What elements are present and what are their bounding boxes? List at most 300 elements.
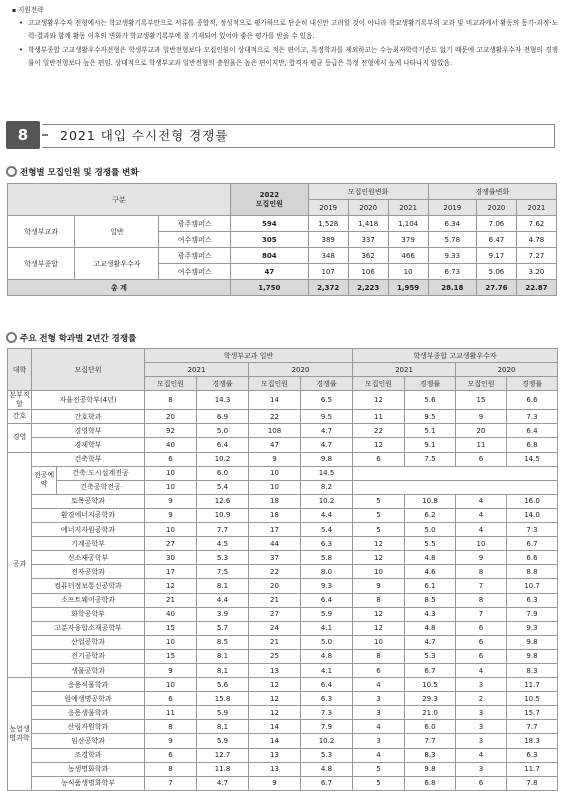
value-cell: 9.1 [405, 438, 456, 452]
header-2021: 2021 [388, 200, 428, 216]
value-cell: 7.5 [405, 452, 456, 466]
value-cell: 7.9 [301, 720, 353, 734]
value-cell: 22 [249, 410, 301, 424]
unit-cell: 응용생물학과 [32, 706, 145, 720]
empty-cell [353, 466, 558, 480]
value-cell: 12.6 [197, 494, 249, 508]
value-cell: 6.4 [507, 424, 558, 438]
header-2020: 2020 [249, 363, 353, 377]
value-cell: 8.3 [405, 748, 456, 762]
unit-cell: 전자공학과 [32, 565, 145, 579]
header-rate: 경쟁률 [197, 377, 249, 391]
value-cell: 14.5 [301, 466, 353, 480]
value-cell: 10.9 [197, 508, 249, 522]
summary-cell: 7.06 [476, 216, 516, 232]
value-cell: 8.0 [301, 565, 353, 579]
value-cell: 8 [353, 649, 405, 663]
summary-cell: 305 [230, 232, 308, 248]
strategy-bullet-2: • 학생부종합 고교생활우수자전형은 학생부교과 일반전형보다 모집인원이 상대적으로 적은 편이고, 특정학과를 제외하고는 수능최저학력기준도 없기 때문에 고교생활우수자 전형의 경쟁률이 일반전형보다 높은 편임. 상대적으로 학생부교과 일반전형의 충원율은 높은 편이지만, 합격자 평균 등급은 특정 전형에서 높게 나타나지 않았음. [10, 44, 558, 69]
summary-cell: 389 [308, 232, 348, 248]
value-cell: 6.3 [507, 748, 558, 762]
summary-cell: 47 [230, 264, 308, 280]
header-recruit-2022 [230, 184, 308, 216]
summary-cell: 9.17 [476, 248, 516, 264]
value-cell: 9.8 [405, 762, 456, 776]
campus-cell: 여수캠퍼스 [159, 264, 231, 280]
header-recruit: 모집인원 [255, 199, 283, 208]
value-cell: 4.6 [405, 565, 456, 579]
unit-cell: 기계공학부 [32, 537, 145, 551]
value-cell: 4.1 [301, 621, 353, 635]
value-cell: 6.5 [301, 391, 353, 410]
header-2019: 2019 [428, 200, 476, 216]
college-cell: 공과 [8, 452, 32, 678]
department-rows [8, 391, 558, 791]
value-cell: 6.4 [197, 438, 249, 452]
header-2020: 2020 [476, 200, 516, 216]
value-cell: 6 [456, 621, 507, 635]
value-cell: 6.7 [507, 537, 558, 551]
value-cell: 9 [145, 494, 197, 508]
summary-cell: 804 [230, 248, 308, 264]
unit-cell: 에너지자원공학과 [32, 523, 145, 537]
value-cell: 25 [249, 649, 301, 663]
value-cell: 22 [353, 424, 405, 438]
value-cell: 14 [249, 734, 301, 748]
value-cell: 6.8 [405, 776, 456, 790]
summary-cell: 6.73 [428, 264, 476, 280]
unit-cell: 생물공학과 [32, 663, 145, 677]
header-rate: 경쟁률 [301, 377, 353, 391]
total-cell: 1,750 [230, 280, 308, 296]
header-recruit-change: 모집인원변화 [308, 184, 428, 200]
department-row [8, 424, 558, 438]
value-cell: 18 [249, 494, 301, 508]
value-cell: 5 [353, 762, 405, 776]
summary-row [8, 216, 557, 232]
value-cell: 9 [249, 452, 301, 466]
campus-cell: 광주캠퍼스 [159, 216, 231, 232]
empty-cell [353, 480, 558, 494]
value-cell: 21.0 [405, 706, 456, 720]
value-cell: 9 [456, 410, 507, 424]
value-cell: 6.7 [301, 776, 353, 790]
section-title-box [42, 124, 555, 148]
value-cell: 8.2 [301, 480, 353, 494]
summary-cell: 3.20 [516, 264, 556, 280]
value-cell: 3 [456, 678, 507, 692]
value-cell: 92 [145, 424, 197, 438]
value-cell: 7.3 [301, 706, 353, 720]
header-2021: 2021 [145, 363, 249, 377]
header-recruit: 모집인원 [456, 377, 507, 391]
value-cell: 11.7 [507, 678, 558, 692]
summary-cell: 6.34 [428, 216, 476, 232]
value-cell: 22 [249, 565, 301, 579]
summary-cell: 348 [308, 248, 348, 264]
value-cell: 4.8 [301, 762, 353, 776]
value-cell: 10 [145, 466, 197, 480]
department-row [8, 678, 558, 692]
header-2021: 2021 [516, 200, 556, 216]
value-cell: 6.0 [197, 466, 249, 480]
value-cell: 12 [249, 692, 301, 706]
summary-cell: 7.27 [516, 248, 556, 264]
summary-cell: 362 [348, 248, 388, 264]
table1-heading [6, 166, 139, 179]
value-cell: 6.6 [507, 391, 558, 410]
summary-cell: 107 [308, 264, 348, 280]
value-cell: 3 [353, 692, 405, 706]
college-cell: 경영 [8, 424, 32, 452]
value-cell: 6.4 [301, 593, 353, 607]
value-cell: 4 [456, 494, 507, 508]
value-cell: 10.8 [405, 494, 456, 508]
value-cell: 6 [145, 692, 197, 706]
unit-cell: 고분자융합소재공학부 [32, 621, 145, 635]
admission-type: 학생부종합 [8, 248, 75, 280]
department-row [8, 508, 558, 522]
value-cell: 4.4 [301, 508, 353, 522]
header-category: 구분 [8, 184, 231, 216]
value-cell: 6.0 [405, 720, 456, 734]
department-row [8, 692, 558, 706]
value-cell: 4 [456, 523, 507, 537]
unit-cell: 신소재공학부 [32, 551, 145, 565]
value-cell: 12 [353, 391, 405, 410]
value-cell: 5.3 [301, 748, 353, 762]
value-cell: 6.2 [405, 508, 456, 522]
value-cell: 6 [456, 649, 507, 663]
value-cell: 5.5 [405, 537, 456, 551]
unit-cell: 임산공학과 [32, 734, 145, 748]
value-cell: 10.5 [507, 692, 558, 706]
header-2019: 2019 [308, 200, 348, 216]
value-cell: 8 [145, 762, 197, 776]
value-cell: 9 [353, 579, 405, 593]
admission-summary-table [7, 183, 557, 296]
unit-cell: 간호학과 [32, 410, 145, 424]
value-cell: 16.0 [507, 494, 558, 508]
value-cell: 20 [249, 579, 301, 593]
value-cell: 15 [145, 621, 197, 635]
value-cell: 4.8 [301, 649, 353, 663]
value-cell: 4.8 [405, 621, 456, 635]
value-cell: 10.5 [405, 678, 456, 692]
table1-heading-text: 전형별 모집인원 및 경쟁률 변화 [20, 168, 139, 178]
summary-cell: 337 [348, 232, 388, 248]
department-row [8, 776, 558, 790]
value-cell: 8.8 [507, 565, 558, 579]
value-cell: 5.1 [405, 424, 456, 438]
value-cell: 4.7 [405, 635, 456, 649]
value-cell: 7 [145, 776, 197, 790]
value-cell: 5.3 [405, 649, 456, 663]
value-cell: 3 [353, 734, 405, 748]
summary-cell: 1,528 [308, 216, 348, 232]
value-cell: 47 [249, 438, 301, 452]
value-cell: 8.5 [197, 635, 249, 649]
value-cell: 10 [456, 537, 507, 551]
section-title: 2021 대입 수시전형 경쟁률 [60, 128, 229, 143]
value-cell: 37 [249, 551, 301, 565]
value-cell: 12 [249, 706, 301, 720]
department-row [8, 748, 558, 762]
department-row [8, 551, 558, 565]
value-cell: 9.8 [301, 452, 353, 466]
value-cell: 15.8 [197, 692, 249, 706]
value-cell: 14.3 [197, 391, 249, 410]
department-row [8, 762, 558, 776]
value-cell: 11 [456, 438, 507, 452]
value-cell: 5.4 [197, 480, 249, 494]
value-cell: 8 [456, 593, 507, 607]
header-recruit: 모집인원 [353, 377, 405, 391]
header-college: 대학 [8, 349, 32, 391]
unit-cell: 농식품생명화학부 [32, 776, 145, 790]
value-cell: 7.8 [507, 776, 558, 790]
department-row [8, 523, 558, 537]
value-cell: 7 [456, 579, 507, 593]
value-cell: 4 [456, 748, 507, 762]
value-cell: 6 [456, 635, 507, 649]
summary-cell: 5.78 [428, 232, 476, 248]
value-cell: 5 [353, 494, 405, 508]
value-cell: 7.7 [405, 734, 456, 748]
value-cell: 12 [353, 438, 405, 452]
value-cell: 7.7 [507, 720, 558, 734]
value-cell: 9 [145, 508, 197, 522]
unit-cell: 산림자원학과 [32, 720, 145, 734]
value-cell: 5.9 [301, 607, 353, 621]
value-cell: 6 [145, 748, 197, 762]
value-cell: 11.7 [507, 762, 558, 776]
total-cell: 22.87 [516, 280, 556, 296]
college-cell: 본부직할 [9, 391, 30, 409]
value-cell: 6.7 [405, 663, 456, 677]
value-cell: 5.0 [197, 424, 249, 438]
value-cell: 6 [456, 776, 507, 790]
value-cell: 17 [145, 565, 197, 579]
value-cell: 21 [249, 593, 301, 607]
value-cell: 5.6 [405, 391, 456, 410]
unit-cell: 화학공학부 [32, 607, 145, 621]
value-cell: 21 [249, 635, 301, 649]
summary-total-row [8, 280, 557, 296]
summary-cell: 9.33 [428, 248, 476, 264]
department-row [8, 720, 558, 734]
value-cell: 9 [145, 734, 197, 748]
department-row [8, 391, 558, 410]
value-cell: 10.7 [507, 579, 558, 593]
department-row [8, 734, 558, 748]
value-cell: 6 [353, 663, 405, 677]
unit-cell: 농생명화학과 [32, 762, 145, 776]
value-cell: 8.1 [197, 663, 249, 677]
header-rate: 경쟁률 [405, 377, 456, 391]
value-cell: 5 [353, 508, 405, 522]
department-row [8, 480, 558, 494]
value-cell: 8 [353, 593, 405, 607]
value-cell: 29.3 [405, 692, 456, 706]
summary-cell: 466 [388, 248, 428, 264]
value-cell: 12 [145, 579, 197, 593]
header-recruit: 모집인원 [145, 377, 197, 391]
strategy-title: ▪ 지원전략 [12, 4, 558, 17]
summary-cell: 10 [388, 264, 428, 280]
summary-cell: 106 [348, 264, 388, 280]
value-cell: 13 [249, 663, 301, 677]
department-row [8, 537, 558, 551]
value-cell: 5 [353, 776, 405, 790]
value-cell: 4.5 [197, 537, 249, 551]
header-group2: 학생부종합 고교생활우수자 [353, 349, 558, 363]
value-cell: 5.9 [197, 706, 249, 720]
admission-type: 학생부교과 [8, 216, 75, 248]
admission-name: 일반 [75, 216, 159, 248]
value-cell: 8.1 [197, 720, 249, 734]
value-cell: 4 [353, 748, 405, 762]
value-cell: 9 [456, 551, 507, 565]
total-cell: 2,223 [348, 280, 388, 296]
value-cell: 11.8 [197, 762, 249, 776]
unit-cell: 건축:도시설계전공 [57, 466, 145, 480]
table2-heading-text: 주요 전형 학과별 2년간 경쟁률 [20, 334, 137, 344]
value-cell: 7.9 [507, 607, 558, 621]
value-cell: 4.3 [405, 607, 456, 621]
value-cell: 108 [249, 424, 301, 438]
department-row [8, 452, 558, 466]
value-cell: 8.5 [405, 593, 456, 607]
summary-cell: 1,418 [348, 216, 388, 232]
value-cell: 4.7 [301, 424, 353, 438]
department-rate-table [7, 348, 558, 791]
value-cell: 9.3 [301, 579, 353, 593]
unit-cell: 자율전공학부(4년) [32, 391, 145, 410]
value-cell: 3.9 [197, 607, 249, 621]
header-2021: 2021 [353, 363, 456, 377]
department-row [8, 579, 558, 593]
value-cell: 10 [145, 480, 197, 494]
value-cell: 24 [249, 621, 301, 635]
college-cell: 농업생명과학 [8, 678, 32, 791]
total-cell: 1,959 [388, 280, 428, 296]
value-cell: 12 [353, 621, 405, 635]
value-cell: 6.6 [507, 551, 558, 565]
value-cell: 3 [456, 720, 507, 734]
value-cell: 6 [353, 452, 405, 466]
total-cell: 28.18 [428, 280, 476, 296]
total-label: 총 계 [8, 280, 231, 296]
header-group1: 학생부교과 일반 [145, 349, 353, 363]
value-cell: 10.2 [301, 494, 353, 508]
value-cell: 7.3 [507, 523, 558, 537]
value-cell: 6.3 [301, 692, 353, 706]
value-cell: 12 [353, 607, 405, 621]
value-cell: 14 [249, 720, 301, 734]
department-row [8, 635, 558, 649]
value-cell: 4.7 [301, 438, 353, 452]
header-rate: 경쟁률 [507, 377, 558, 391]
value-cell: 40 [145, 607, 197, 621]
value-cell: 14 [249, 391, 301, 410]
department-row [8, 649, 558, 663]
value-cell: 5.4 [301, 523, 353, 537]
value-cell: 8.3 [507, 663, 558, 677]
unit-cell: 컴퓨터정보통신공학과 [32, 579, 145, 593]
value-cell: 5.0 [301, 635, 353, 649]
value-cell: 3 [353, 706, 405, 720]
unit-cell: 전기공학과 [32, 649, 145, 663]
unit-cell: 경제학부 [32, 438, 145, 452]
value-cell: 13 [249, 748, 301, 762]
value-cell: 7.5 [197, 565, 249, 579]
value-cell: 21 [145, 593, 197, 607]
strategy-notes [10, 4, 558, 69]
campus-cell: 여수캠퍼스 [159, 232, 231, 248]
campus-cell: 광주캠퍼스 [159, 248, 231, 264]
value-cell: 9.3 [507, 621, 558, 635]
value-cell: 10 [145, 635, 197, 649]
value-cell: 12 [353, 537, 405, 551]
value-cell: 5.9 [197, 734, 249, 748]
value-cell: 7 [456, 607, 507, 621]
value-cell: 4.1 [301, 663, 353, 677]
value-cell: 4 [353, 720, 405, 734]
value-cell: 10 [145, 523, 197, 537]
header-2020: 2020 [456, 363, 558, 377]
value-cell: 40 [145, 438, 197, 452]
value-cell: 5.0 [405, 523, 456, 537]
value-cell: 9 [145, 663, 197, 677]
unit-cell: 건축공학전공 [57, 480, 145, 494]
value-cell: 6.8 [507, 438, 558, 452]
value-cell: 7.3 [507, 410, 558, 424]
circle-bullet-icon [6, 332, 17, 343]
department-row [8, 621, 558, 635]
strategy-bullet-1: • 고교생활우수자 전형에서는 학교생활기록부만으로 서류를 종합적, 정성적으로 평가하므로 단순히 내신만 고려할 것이 아니라 학교생활기록부의 교과 및 비교과에서 활동의 동기-과정-노력-결과와 함께 활동 이후의 변화가 학교생활기록부에 잘 기재되어 있어야 좋은 평가를 받을 수 있음. [10, 17, 558, 42]
summary-row [8, 248, 557, 264]
value-cell: 5.7 [197, 621, 249, 635]
value-cell: 27 [145, 537, 197, 551]
total-cell: 27.76 [476, 280, 516, 296]
value-cell: 9.8 [507, 635, 558, 649]
value-cell: 10 [249, 480, 301, 494]
value-cell: 4 [456, 663, 507, 677]
value-cell: 11 [145, 706, 197, 720]
value-cell: 5.6 [197, 678, 249, 692]
value-cell: 30 [145, 551, 197, 565]
value-cell: 6 [456, 452, 507, 466]
header-recruit: 모집인원 [249, 377, 301, 391]
circle-bullet-icon [6, 166, 17, 177]
value-cell: 9.8 [507, 649, 558, 663]
department-row [8, 706, 558, 720]
value-cell: 4 [353, 678, 405, 692]
value-cell: 8 [456, 565, 507, 579]
value-cell: 7.7 [197, 523, 249, 537]
department-row [8, 593, 558, 607]
value-cell: 20 [456, 424, 507, 438]
value-cell: 9 [249, 776, 301, 790]
total-cell: 2,372 [308, 280, 348, 296]
summary-cell: 379 [388, 232, 428, 248]
value-cell: 6.3 [507, 593, 558, 607]
value-cell: 10 [249, 466, 301, 480]
unit-cell: 건축학부 [32, 452, 145, 466]
value-cell: 10 [353, 565, 405, 579]
department-row [8, 438, 558, 452]
